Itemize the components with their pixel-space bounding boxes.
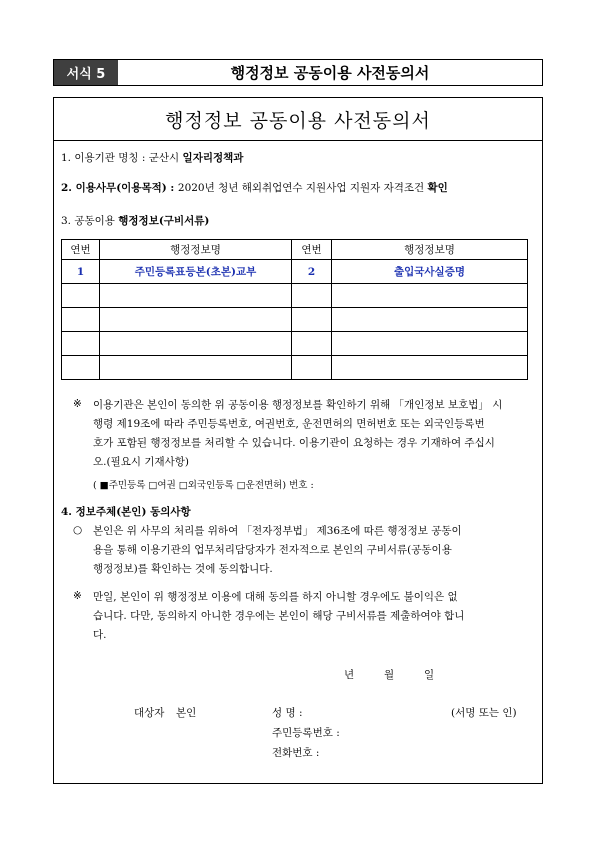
date-year: 년 [344, 669, 355, 681]
note-1-line: 행령 제19조에 따라 주민등록번호, 여권번호, 운전면허의 면허번호 또는 외국인등록번 [93, 418, 485, 430]
form-header [53, 59, 543, 86]
table-cell [332, 284, 528, 308]
table-cell [292, 356, 332, 380]
phone-label: 전화번호 : [272, 747, 320, 759]
table-cell [332, 308, 528, 332]
note-1-text [93, 396, 531, 472]
table-row [62, 308, 528, 332]
consent-line: 본인은 위 사무의 처리를 위하여 「전자정부법」 제36조에 따른 행정정보 공동이 [93, 525, 462, 537]
note-1-line: 호가 포함된 행정정보를 처리할 수 있습니다. 이용기관이 요청하는 경우 기재하여 주십시 [93, 437, 495, 449]
note-1-line: 이용기관은 본인이 동의한 위 공동이용 행정정보를 확인하기 위해 「개인정보 보호법」 시 [93, 399, 503, 411]
note-2-line: 만일, 본인이 위 행정정보 이용에 대해 동의를 하지 아니할 경우에도 불이익은 없 [93, 591, 458, 603]
section-3-label: 3. 공동이용 [61, 215, 119, 227]
table-row [62, 332, 528, 356]
consent-mark: ○ [73, 524, 83, 536]
table-cell: 1 [62, 260, 100, 284]
document-title: 행정정보 공동이용 사전동의서 [54, 98, 542, 141]
rrn-label: 주민등록번호 : [272, 727, 340, 739]
form-number-label: 서식 5 [54, 60, 118, 85]
col-header-no: 연번 [62, 240, 100, 260]
col-header-no: 연번 [292, 240, 332, 260]
note-1-mark: ※ [73, 398, 82, 410]
sign-note: (서명 또는 인) [451, 707, 517, 719]
date-day: 일 [424, 669, 435, 681]
table-cell [332, 356, 528, 380]
agency-dept: 일자리정책과 [182, 152, 244, 164]
col-header-name: 행정정보명 [332, 240, 528, 260]
name-label: 성 명 : [272, 707, 303, 719]
consent-line: 행정정보)를 확인하는 것에 동의합니다. [93, 563, 273, 575]
section-3 [61, 213, 209, 228]
table-cell [100, 332, 292, 356]
consent-line: 용을 통해 이용기관의 업무처리담당자가 전자적으로 본인의 구비서류(공동이용 [93, 544, 452, 556]
section-1-label: 1. 이용기관 명칭 : [61, 152, 149, 164]
table-cell [292, 308, 332, 332]
table-cell [292, 284, 332, 308]
note-2-text [93, 588, 531, 645]
table-cell [62, 356, 100, 380]
note-2-line: 다. [93, 629, 107, 641]
table-row [62, 260, 528, 284]
section-2 [61, 180, 448, 195]
section-4-label: 4. 정보주체(본인) 동의사항 [61, 506, 191, 518]
table-cell [100, 284, 292, 308]
table-cell [62, 308, 100, 332]
section-1 [61, 150, 243, 165]
table-cell: 출입국사실증명 [332, 260, 528, 284]
note-2-line: 습니다. 다만, 동의하지 아니한 경우에는 본인이 해당 구비서류를 제출하여야 합니 [93, 610, 465, 622]
table-row [62, 356, 528, 380]
date-month: 월 [384, 669, 395, 681]
table-cell [292, 332, 332, 356]
table-cell: 2 [292, 260, 332, 284]
info-table [61, 239, 528, 380]
table-cell [62, 284, 100, 308]
document-body [54, 140, 542, 783]
consent-text [93, 522, 531, 579]
header-title: 행정정보 공동이용 사전동의서 [230, 64, 430, 82]
purpose-text: 2020년 청년 해외취업연수 지원사업 지원자 자격조건 [177, 182, 428, 194]
col-header-name: 행정정보명 [100, 240, 292, 260]
table-cell [62, 332, 100, 356]
table-cell [332, 332, 528, 356]
table-cell [100, 356, 292, 380]
subject-self: 본인 [176, 707, 197, 719]
subject-label: 대상자 [134, 707, 165, 719]
note-1-line: 오.(필요시 기재사항) [93, 456, 190, 468]
section-3-bold: 행정정보(구비서류) [118, 215, 210, 227]
table-row [62, 284, 528, 308]
table-header-row [62, 240, 528, 260]
table-cell [100, 308, 292, 332]
section-2-label: 2. 이용사무(이용목적) : [61, 182, 178, 194]
id-type-checkline: ( ■주민등록 □여권 □외국인등록 □운전면허) 번호 : [93, 480, 314, 491]
note-2-mark: ※ [73, 590, 82, 602]
agency-region: 군산시 [148, 152, 183, 164]
table-cell: 주민등록표등본(초본)교부 [100, 260, 292, 284]
purpose-confirm: 확인 [427, 182, 448, 194]
document-frame [53, 97, 543, 784]
